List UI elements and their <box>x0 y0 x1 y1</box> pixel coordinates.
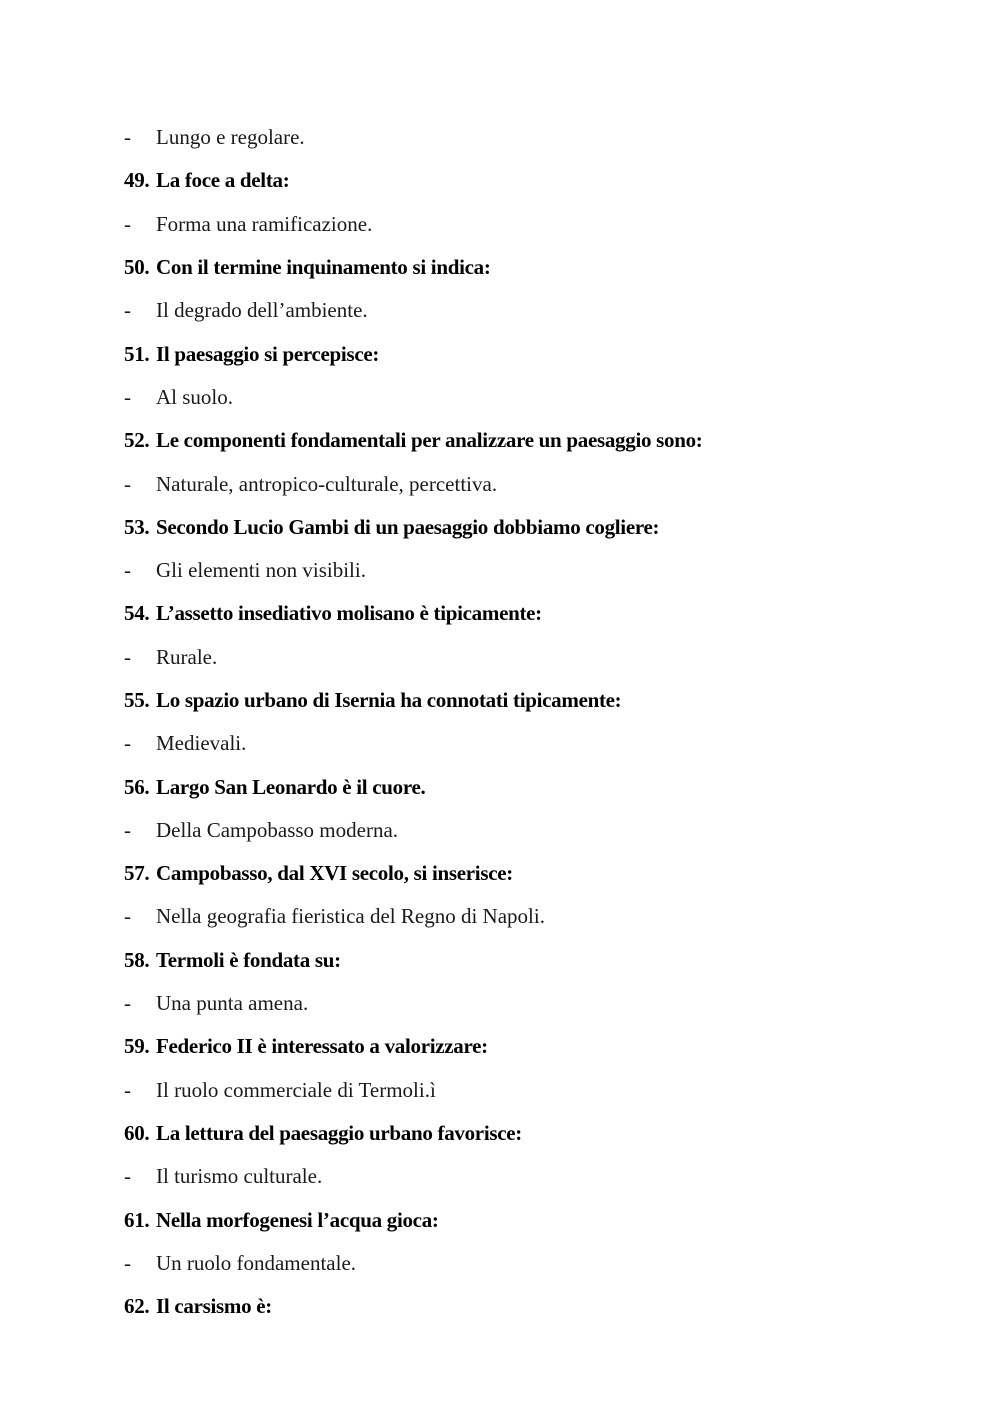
answer-text: Nella geografia fieristica del Regno di Napoli. <box>156 904 545 929</box>
bullet-dash: - <box>124 991 131 1016</box>
qa-list <box>124 116 884 1328</box>
answer-text: Il degrado dell’ambiente. <box>156 298 368 323</box>
bullet-dash: - <box>124 298 131 323</box>
answer-text: Lungo e regolare. <box>156 125 305 150</box>
question-text: Il carsismo è: <box>156 1294 272 1319</box>
question-text: Le componenti fondamentali per analizzare un paesaggio sono: <box>156 428 703 453</box>
question-number: 57. <box>124 861 150 886</box>
bullet-dash: - <box>124 471 131 496</box>
answer-text: Rurale. <box>156 644 218 669</box>
question-number: 60. <box>124 1120 150 1145</box>
question-number: 52. <box>124 428 150 453</box>
question-text: Nella morfogenesi l’acqua gioca: <box>156 1207 439 1232</box>
answer-text: Gli elementi non visibili. <box>156 558 366 583</box>
bullet-dash: - <box>124 125 131 150</box>
question-line <box>124 679 884 722</box>
question-line <box>124 1112 884 1155</box>
answer-line <box>124 549 884 592</box>
question-number: 53. <box>124 514 150 539</box>
question-text: L’assetto insediativo molisano è tipicamente: <box>156 601 542 626</box>
answer-text: Un ruolo fondamentale. <box>156 1250 357 1275</box>
bullet-dash: - <box>124 817 131 842</box>
question-line <box>124 419 884 462</box>
question-text: Secondo Lucio Gambi di un paesaggio dobbiamo cogliere: <box>156 514 660 539</box>
answer-line <box>124 462 884 505</box>
question-line <box>124 765 884 808</box>
question-number: 58. <box>124 947 150 972</box>
question-number: 56. <box>124 774 150 799</box>
question-line <box>124 506 884 549</box>
question-text: La lettura del paesaggio urbano favorisce: <box>156 1120 522 1145</box>
answer-text: Medievali. <box>156 731 247 756</box>
answer-text: Naturale, antropico-culturale, percettiva. <box>156 471 498 496</box>
question-number: 61. <box>124 1207 150 1232</box>
question-number: 62. <box>124 1294 150 1319</box>
answer-text: Forma una ramificazione. <box>156 211 373 236</box>
question-number: 54. <box>124 601 150 626</box>
bullet-dash: - <box>124 1250 131 1275</box>
answer-line <box>124 203 884 246</box>
answer-text: Il turismo culturale. <box>156 1164 323 1189</box>
question-text: Il paesaggio si percepisce: <box>156 341 380 366</box>
question-number: 59. <box>124 1034 150 1059</box>
bullet-dash: - <box>124 644 131 669</box>
bullet-dash: - <box>124 731 131 756</box>
question-line <box>124 939 884 982</box>
bullet-dash: - <box>124 904 131 929</box>
question-line <box>124 1198 884 1241</box>
question-text: Termoli è fondata su: <box>156 947 341 972</box>
answer-line <box>124 1242 884 1285</box>
question-text: La foce a delta: <box>156 168 290 193</box>
answer-line <box>124 289 884 332</box>
answer-line <box>124 116 884 159</box>
question-line <box>124 246 884 289</box>
question-number: 55. <box>124 688 150 712</box>
bullet-dash: - <box>124 384 131 409</box>
question-line <box>124 852 884 895</box>
question-number: 51. <box>124 341 150 366</box>
answer-line <box>124 636 884 679</box>
question-number: 50. <box>124 255 150 280</box>
question-text: Federico II è interessato a valorizzare: <box>156 1034 488 1059</box>
question-text: Con il termine inquinamento si indica: <box>156 255 491 280</box>
question-line <box>124 1025 884 1068</box>
question-line <box>124 592 884 635</box>
bullet-dash: - <box>124 1164 131 1189</box>
answer-line <box>124 722 884 765</box>
answer-line <box>124 376 884 419</box>
question-number: 49. <box>124 168 150 193</box>
answer-line <box>124 1069 884 1112</box>
bullet-dash: - <box>124 211 131 236</box>
answer-text: Della Campobasso moderna. <box>156 817 399 842</box>
question-text: Largo San Leonardo è il cuore. <box>156 774 426 799</box>
question-text: Campobasso, dal XVI secolo, si inserisce: <box>156 861 513 886</box>
question-text: Lo spazio urbano di Isernia ha connotati tipicamente: <box>156 688 622 712</box>
bullet-dash: - <box>124 558 131 583</box>
answer-text: Una punta amena. <box>156 991 309 1016</box>
answer-line <box>124 982 884 1025</box>
answer-text: Al suolo. <box>156 384 234 409</box>
question-line <box>124 1285 884 1328</box>
bullet-dash: - <box>124 1077 131 1102</box>
answer-line <box>124 895 884 938</box>
answer-line <box>124 1155 884 1198</box>
answer-line <box>124 809 884 852</box>
question-line <box>124 332 884 375</box>
question-line <box>124 159 884 202</box>
answer-text: Il ruolo commerciale di Termoli.ì <box>156 1077 436 1102</box>
